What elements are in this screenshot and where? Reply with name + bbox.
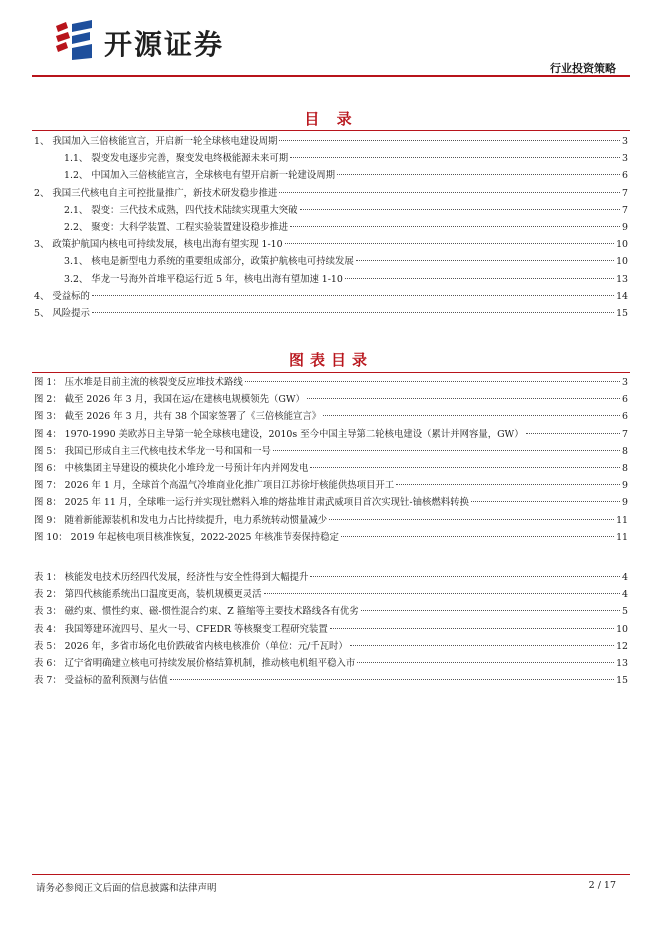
toc-entry[interactable]: [64, 151, 628, 167]
toc-entry[interactable]: [34, 237, 628, 253]
figure-entry-label: 图 4： 1970-1990 美欧苏日主导第一轮全球核电建设，2010s 至今中国主导第二轮核电建设（累计并网容量，GW）: [34, 428, 524, 440]
figure-entry-page: 9: [622, 497, 628, 509]
figure-entry-label: 图 9： 随着新能源装机和发电力占比持续提升，电力系统转动惯量减少: [34, 514, 328, 526]
table-entry-page: 5: [622, 606, 628, 618]
figure-entry-page: 7: [622, 428, 628, 440]
dot-leader: [279, 140, 620, 141]
toc-entry-page: 9: [622, 222, 628, 233]
dot-leader: [310, 576, 620, 577]
logo-mark-icon: [52, 18, 96, 62]
figure-entry[interactable]: [34, 392, 628, 408]
figure-entry-page: 9: [622, 480, 628, 492]
figure-entry[interactable]: [34, 375, 628, 391]
figure-entry[interactable]: [34, 427, 628, 443]
figure-entry[interactable]: [34, 409, 628, 425]
toc-entry[interactable]: [34, 134, 628, 150]
figure-entry[interactable]: [34, 495, 628, 511]
figure-entry[interactable]: [34, 513, 628, 529]
toc-entry-label: 2.1、 裂变：三代技术成熟，四代技术陆续实现重大突破: [64, 204, 298, 216]
table-entry-label: 表 4： 我国筹建环流四号、星火一号、CFEDR 等核聚变工程研究装置: [34, 623, 328, 635]
table-entry-label: 表 3： 磁约束、惯性约束、磁-惯性混合约束、Z 箍缩等主要技术路线各有优劣: [34, 606, 359, 618]
dot-leader: [526, 433, 620, 434]
toc-title: 目 录: [304, 110, 358, 128]
dot-leader: [337, 174, 620, 175]
figure-entry-page: 6: [622, 411, 628, 423]
table-entry-label: 表 7： 受益标的盈利预测与估值: [34, 675, 168, 687]
table-entry[interactable]: [34, 587, 628, 603]
dot-leader: [310, 467, 620, 468]
table-entry-label: 表 6： 辽宁省明确建立核电可持续发展价格结算机制，推动核电机组平稳入市: [34, 658, 356, 669]
toc-entry-label: 2.2、 聚变：大科学装置、工程实验装置建设稳步推进: [64, 222, 289, 233]
disclaimer-text: 请务必参阅正文后面的信息披露和法律声明: [36, 883, 217, 894]
figures-title: 图表目录: [288, 351, 373, 369]
toc-divider: [32, 130, 630, 131]
toc-entry-page: 15: [616, 308, 628, 319]
toc-entry-label: 3.1、 核电是新型电力系统的重要组成部分，政策护航核电可持续发展: [64, 256, 354, 268]
toc-entry-page: 7: [622, 204, 628, 216]
figure-entry-page: 8: [622, 463, 628, 474]
toc-entry[interactable]: [34, 186, 628, 202]
figure-entry-label: 图 1： 压水堆是目前主流的核裂变反应堆技术路线: [34, 377, 243, 388]
toc-entry[interactable]: [64, 220, 628, 236]
dot-leader: [350, 645, 614, 646]
toc-entry-page: 3: [622, 136, 628, 147]
dot-leader: [279, 192, 620, 193]
toc-entry-page: 14: [616, 290, 628, 302]
toc-entry[interactable]: [64, 254, 628, 270]
dot-leader: [396, 484, 620, 485]
toc-entry-label: 3、 政策护航国内核电可持续发展，核电出海有望实现 1-10: [34, 239, 283, 251]
dot-leader: [290, 226, 620, 227]
figure-entry-label: 图 5： 我国已形成自主三代核电技术华龙一号和国和一号: [34, 445, 271, 457]
figure-entry-label: 图 6： 中核集团主导建设的模块化小堆玲龙一号预计年内并网发电: [34, 463, 309, 474]
figure-entry-page: 6: [622, 394, 628, 406]
table-entry-label: 表 2： 第四代核能系统出口温度更高，装机规模更灵活: [34, 589, 262, 601]
figure-entry-label: 图 3： 截至 2026 年 3 月，共有 38 个国家签署了《三倍核能宣言》: [34, 411, 322, 423]
toc-entry-page: 10: [616, 239, 628, 251]
company-logo: [52, 18, 242, 62]
dot-leader: [264, 593, 620, 594]
dot-leader: [92, 312, 614, 313]
toc-entry-page: 3: [622, 153, 628, 165]
table-entry-page: 10: [616, 623, 628, 635]
dot-leader: [341, 536, 614, 537]
company-name: 开源证券: [104, 28, 225, 61]
toc-entry-label: 1.1、 裂变发电逐步完善，聚变发电终极能源未来可期: [64, 153, 289, 165]
toc-entry-label: 3.2、 华龙一号海外首堆平稳运行近 5 年，核电出海有望加速 1-10: [64, 273, 343, 285]
toc-entry[interactable]: [34, 306, 628, 322]
toc-entry-label: 1.2、 中国加入三倍核能宣言，全球核电有望开启新一轮建设周期: [64, 170, 336, 182]
dot-leader: [170, 679, 614, 680]
dot-leader: [300, 209, 621, 210]
dot-leader: [357, 662, 614, 663]
table-entry-label: 表 1： 核能发电技术历经四代发展，经济性与安全性得到大幅提升: [34, 572, 309, 583]
figure-entry-page: 11: [616, 514, 628, 526]
page-number: 2 / 17: [588, 880, 616, 891]
toc-entry[interactable]: [64, 272, 628, 288]
toc-entry-page: 7: [622, 187, 628, 199]
dot-leader: [92, 295, 614, 296]
figure-entry-page: 8: [622, 445, 628, 457]
table-entry-page: 4: [622, 589, 628, 601]
report-type: 行业投资策略: [550, 62, 616, 75]
toc-entry-label: 4、 受益标的: [34, 290, 90, 302]
figure-entry-label: 图 2： 截至 2026 年 3 月，我国在运/在建核电规模领先（GW）: [34, 394, 305, 406]
table-entry[interactable]: [34, 622, 628, 638]
table-entry[interactable]: [34, 604, 628, 620]
dot-leader: [245, 381, 620, 382]
table-entry[interactable]: [34, 570, 628, 586]
figure-entry[interactable]: [34, 444, 628, 460]
table-entry[interactable]: [34, 639, 628, 655]
table-entry-page: 4: [622, 572, 628, 583]
dot-leader: [329, 519, 614, 520]
toc-entry-page: 6: [622, 170, 628, 182]
dot-leader: [345, 278, 614, 279]
figure-entry[interactable]: [34, 461, 628, 477]
figure-entry-label: 图 7： 2026 年 1 月，全球首个高温气冷堆商业化推广项目江苏徐圩核能供热项目开工: [34, 480, 395, 492]
footer-divider: [32, 874, 630, 875]
dot-leader: [285, 243, 614, 244]
table-entry-page: 15: [616, 675, 628, 687]
page-header: [0, 0, 662, 80]
figure-entry-page: 3: [622, 377, 628, 388]
dot-leader: [471, 501, 620, 502]
header-divider: [32, 75, 630, 77]
figure-entry[interactable]: [34, 478, 628, 494]
toc-entry[interactable]: [64, 203, 628, 219]
toc-entry-label: 5、 风险提示: [34, 308, 90, 319]
figure-entry-page: 11: [616, 531, 628, 543]
toc-entry[interactable]: [64, 168, 628, 184]
table-entry-page: 13: [616, 658, 628, 669]
dot-leader: [323, 415, 620, 416]
figure-entry-label: 图 10： 2019 年起核电项目核准恢复，2022-2025 年核准节奏保持稳定: [34, 531, 339, 543]
toc-entry[interactable]: [34, 289, 628, 305]
dot-leader: [307, 398, 620, 399]
toc-entry-label: 2、 我国三代核电自主可控批量推广，新技术研发稳步推进: [34, 187, 278, 199]
table-entry-label: 表 5： 2026 年，多省市场化电价跌破省内核电核准价（单位：元/千瓦时）: [34, 640, 348, 652]
dot-leader: [290, 157, 620, 158]
table-entry-page: 12: [616, 640, 628, 652]
dot-leader: [361, 610, 620, 611]
dot-leader: [273, 450, 620, 451]
figures-divider: [32, 372, 630, 373]
table-entry[interactable]: [34, 656, 628, 672]
toc-entry-label: 1、 我国加入三倍核能宣言，开启新一轮全球核电建设周期: [34, 136, 278, 147]
dot-leader: [330, 628, 614, 629]
toc-entry-page: 10: [616, 256, 628, 268]
figure-entry-label: 图 8： 2025 年 11 月，全球唯一运行并实现钍燃料入堆的熔盐堆甘肃武威项目首次实现钍-铀核燃料转换: [34, 497, 469, 509]
figure-entry[interactable]: [34, 530, 628, 546]
table-entry[interactable]: [34, 673, 628, 689]
toc-entry-page: 13: [616, 273, 628, 285]
dot-leader: [356, 260, 614, 261]
